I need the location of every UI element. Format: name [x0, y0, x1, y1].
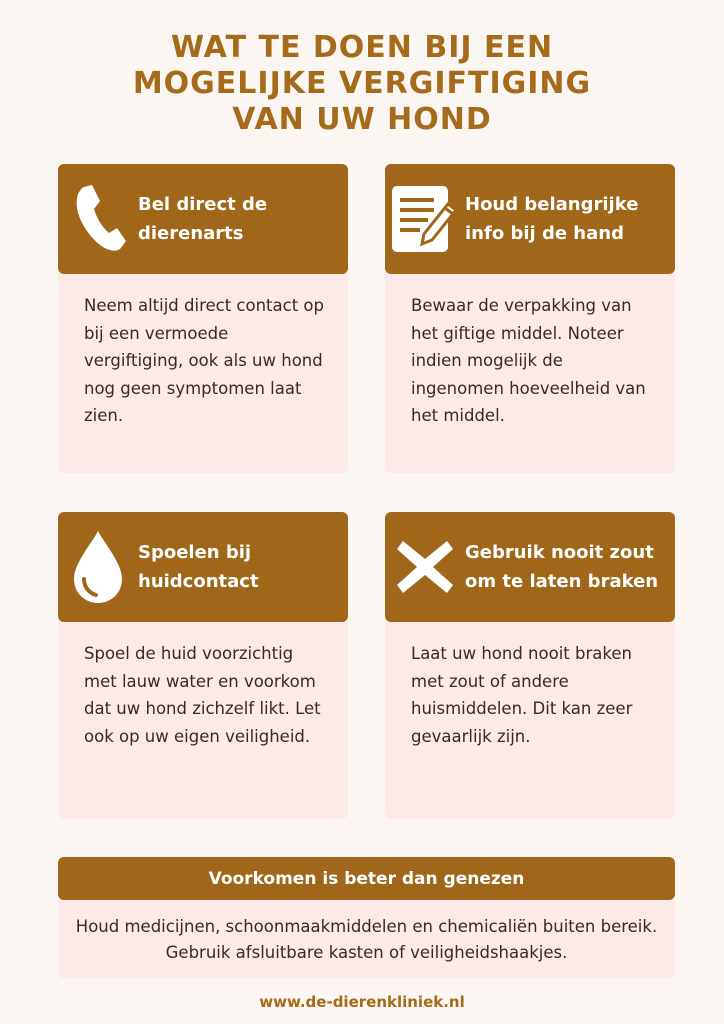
notepad-pencil-icon [385, 164, 465, 274]
x-icon [385, 512, 465, 622]
card-call-vet [58, 164, 348, 473]
card-title: Bel direct de dierenarts [138, 194, 268, 244]
website-link[interactable]: www.de-dierenkliniek.nl [259, 993, 465, 1011]
card-header [58, 512, 348, 622]
page-title-line-3: VAN UW HOND [232, 102, 492, 137]
card-title: Gebruik nooit zout om te laten braken [465, 542, 659, 592]
card-body: Neem altijd direct contact op bij een vermoede vergiftiging, ook als uw hond nog geen symptomen laat zien. [58, 268, 348, 473]
card-body: Spoel de huid voorzichtig met lauw water en voorkom dat uw hond zichzelf likt. Let ook op uw eigen veiligheid. [58, 616, 348, 819]
page-title-line-2: MOGELIJKE VERGIFTIGING [132, 66, 592, 101]
page-title [0, 30, 724, 138]
prevention-title: Voorkomen is beter dan genezen [58, 857, 675, 900]
card-header [385, 512, 675, 622]
card-no-salt [385, 512, 675, 819]
card-keep-info [385, 164, 675, 473]
card-body: Laat uw hond nooit braken met zout of andere huismiddelen. Dit kan zeer gevaarlijk zijn. [385, 616, 675, 819]
card-body: Bewaar de verpakking van het giftige middel. Noteer indien mogelijk de ingenomen hoeveelheid van het middel. [385, 268, 675, 473]
card-rinse-skin [58, 512, 348, 819]
card-title: Houd belangrijke info bij de hand [465, 194, 639, 244]
card-header [385, 164, 675, 274]
footer [0, 993, 724, 1011]
card-header [58, 164, 348, 274]
water-drop-icon [58, 512, 138, 622]
prevention-body: Houd medicijnen, schoonmaakmiddelen en chemicaliën buiten bereik. Gebruik afsluitbare kasten of veiligheidshaakjes. [58, 896, 675, 978]
phone-icon [58, 164, 138, 274]
card-title: Spoelen bij huidcontact [138, 542, 259, 592]
prevention-box [58, 857, 675, 978]
page-title-line-1: WAT TE DOEN BIJ EEN [170, 30, 554, 65]
